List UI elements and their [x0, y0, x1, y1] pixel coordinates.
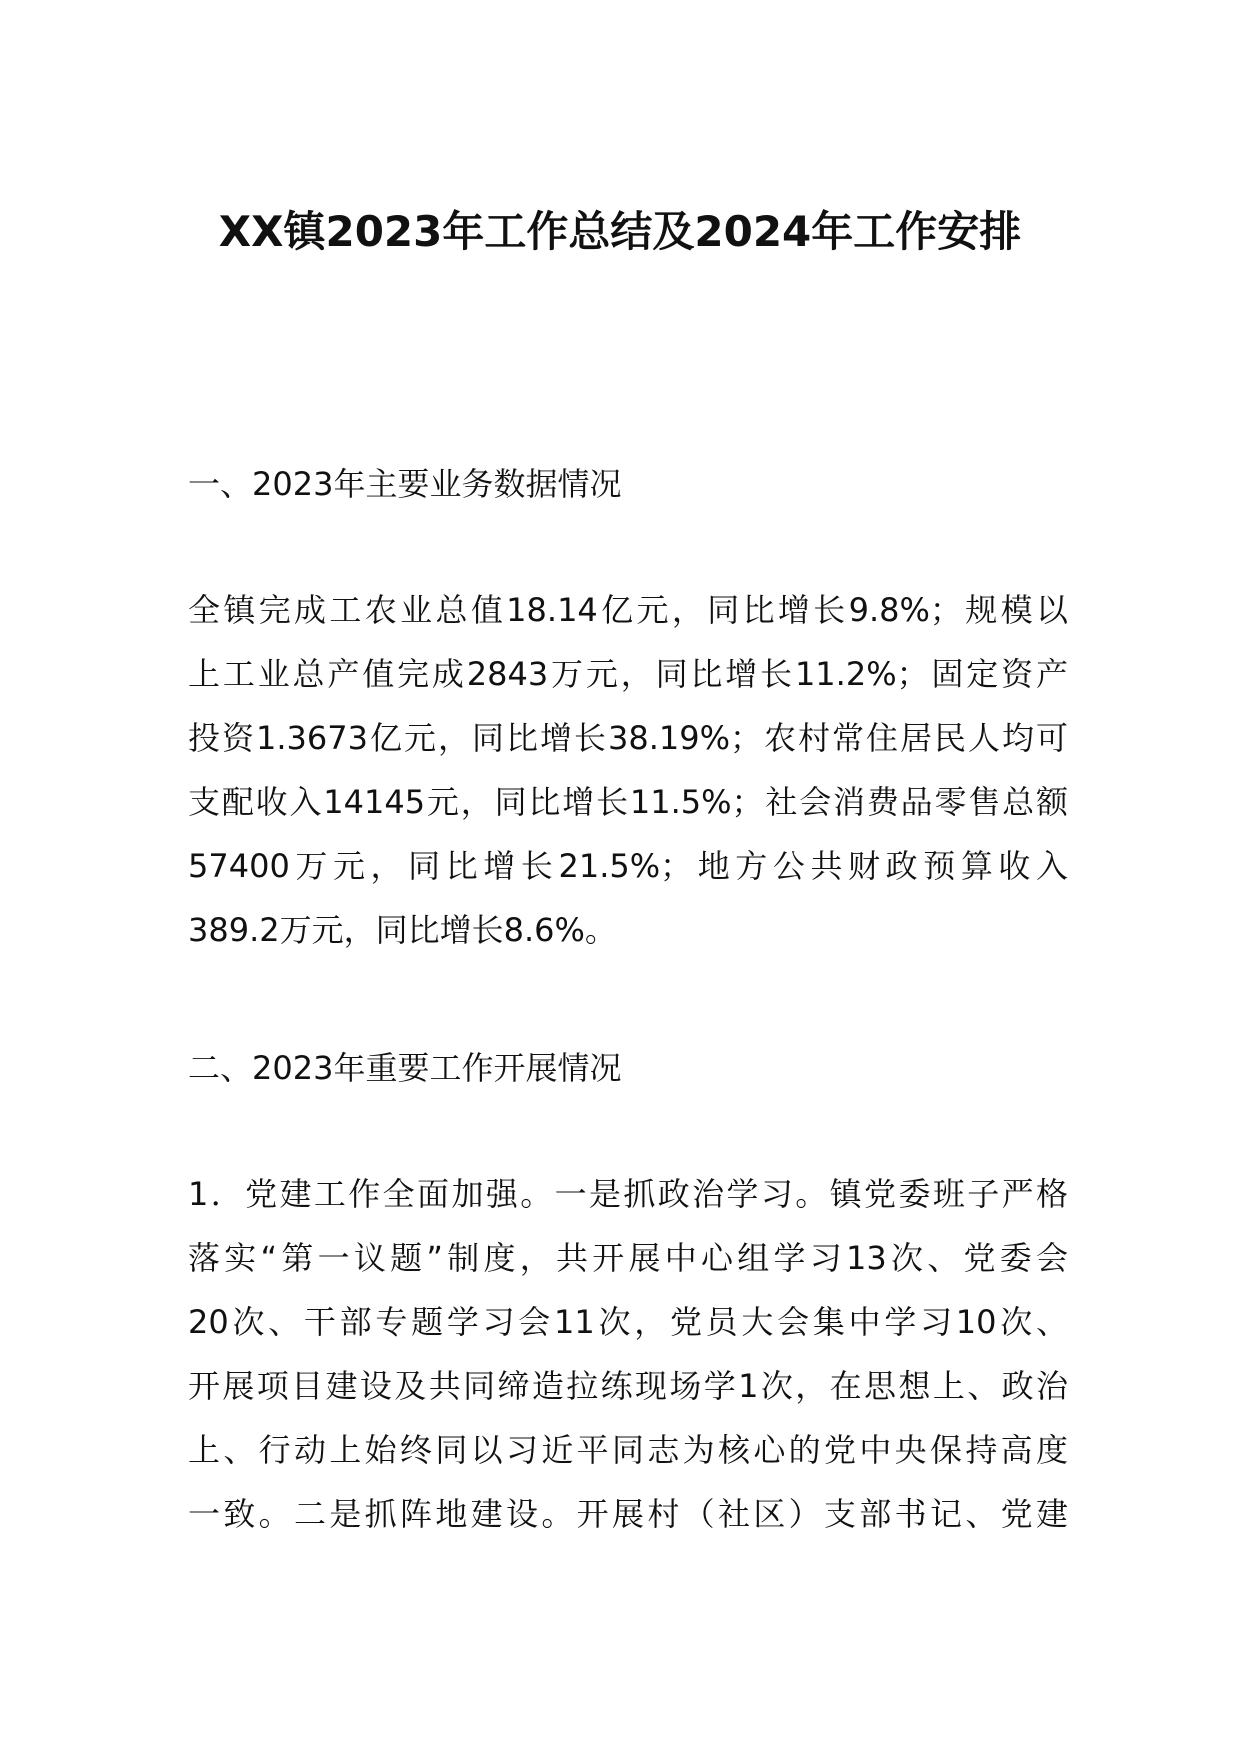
paragraph-line: 落实“第一议题”制度，共开展中心组学习13次、党委会: [188, 1239, 1068, 1277]
paragraph-line: 全镇完成工农业总值18.14亿元，同比增长9.8%；规模以: [188, 591, 1068, 629]
section-paragraph-2: [188, 1162, 1068, 1546]
paragraph-line: 1．党建工作全面加强。一是抓政治学习。镇党委班子严格: [188, 1175, 1068, 1213]
paragraph-line: 一致。二是抓阵地建设。开展村（社区）支部书记、党建: [188, 1495, 1068, 1533]
document-title: XX镇2023年工作总结及2024年工作安排: [218, 207, 1022, 256]
paragraph-line: 上工业总产值完成2843万元，同比增长11.2%；固定资产: [188, 655, 1068, 693]
paragraph-line: 389.2万元，同比增长8.6%。: [188, 911, 617, 949]
paragraph-line: 20次、干部专题学习会11次，党员大会集中学习10次、: [188, 1303, 1068, 1341]
paragraph-line: 投资1.3673亿元，同比增长38.19%；农村常住居民人均可: [188, 719, 1068, 757]
section-heading-1: 一、2023年主要业务数据情况: [188, 465, 622, 503]
paragraph-line: 上、行动上始终同以习近平同志为核心的党中央保持高度: [188, 1431, 1068, 1469]
paragraph-line: 开展项目建设及共同缔造拉练现场学1次，在思想上、政治: [188, 1367, 1068, 1405]
section-paragraph-1: [188, 578, 1068, 962]
section-heading-2: 二、2023年重要工作开展情况: [188, 1049, 622, 1087]
paragraph-line: 57400万元，同比增长21.5%；地方公共财政预算收入: [188, 847, 1068, 885]
paragraph-line: 支配收入14145元，同比增长11.5%；社会消费品零售总额: [188, 783, 1068, 821]
